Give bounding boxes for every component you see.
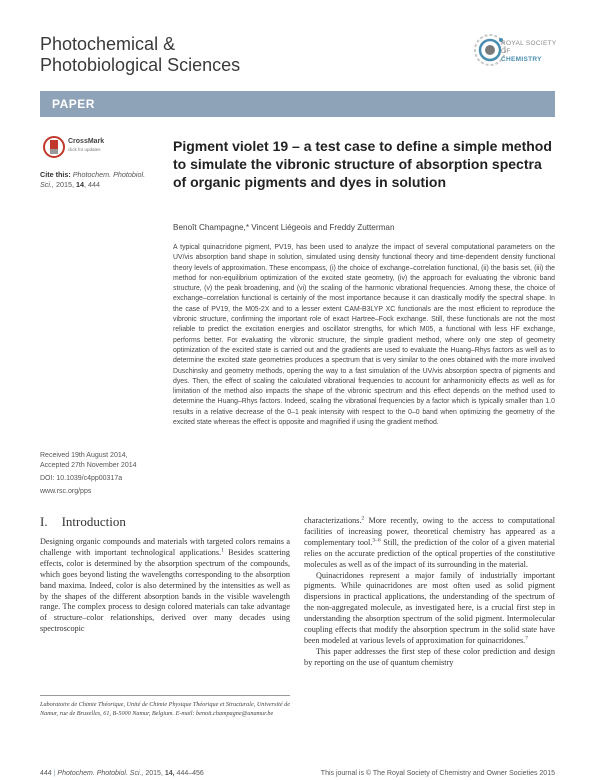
body-column-left — [40, 537, 290, 635]
cite-page: 444 — [87, 180, 100, 189]
footnote-divider — [40, 695, 290, 696]
reference-link[interactable]: 7 — [525, 635, 528, 642]
paper-banner-label: PAPER — [52, 97, 95, 111]
affiliation-footnote: Laboratoire de Chimie Théorique, Unité de Chimie Physique Théorique et Structurale, Université de Namur, rue de Bruxelles, 61, B-5000 Namur, Belgium. E-mail: benoit.champagne@unamur.be — [40, 701, 290, 717]
page-footer-right: This journal is © The Royal Society of Chemistry and Owner Societies 2015 — [320, 770, 555, 777]
paragraph — [40, 537, 290, 635]
text-span: Quinacridones represent a major family of industrially important pigments. While quinacridones are most often used as solid pigment dispersions in practical applications, the understanding of the spectrum of the non-aggregated molecule, as investigated here, is a crucial first step in understanding the absorption spectrum of the solid pigment. Intermolecular coupling effects that modify the absorption spectrum in the solid state have been modeled at various levels of approximation for quinacridones. — [304, 570, 555, 645]
footer-journal: Photochem. Photobiol. Sci., — [57, 770, 144, 777]
cite-year: 2015, — [55, 180, 74, 189]
cite-label: Cite this: — [40, 170, 71, 179]
text-span: More recently, owing to the access to computational facilities of increasing power, theoretical chemistry has appeared as a complementary tool. — [304, 516, 555, 547]
paper-banner — [40, 91, 555, 117]
rsc-logo-line1: ROYAL SOCIETY — [501, 40, 557, 47]
journal-title-line2: Photobiological Sciences — [40, 55, 241, 75]
received-date: Received 19th August 2014, — [40, 452, 128, 459]
text-span: This paper addresses the first step of these color prediction and design by reporting on the use of quantum chemistry — [304, 646, 555, 667]
journal-title — [40, 34, 240, 76]
crossmark-icon — [43, 136, 65, 158]
journal-title-line1: Photochemical & — [40, 34, 176, 54]
accepted-date: Accepted 27th November 2014 — [40, 462, 137, 469]
text-span: characterizations. — [304, 516, 362, 525]
reference-link[interactable]: 1 — [221, 547, 224, 554]
paragraph — [304, 647, 555, 669]
crossmark-label: CrossMark — [68, 138, 105, 145]
crossmark-sublabel: click for updates — [68, 147, 101, 152]
citation-info: Cite this: Photochem. Photobiol. Sci., 2015, 14, 444 — [40, 170, 146, 189]
rsc-logo-line3: CHEMISTRY — [501, 56, 542, 63]
crossmark-badge[interactable] — [43, 136, 115, 158]
article-abstract: A typical quinacridone pigment, PV19, has been used to analyze the impact of several computational parameters on the UV/vis absorption band shape in solution, simulated using density functional theory and time-dependent density functional theory levels of approximation. These encompass, (i) the choice of exchange–correlation functional, (ii) the basis set, (iii) the method for non-equilibrium optimization of the excited state geometry, (iv) the approach for evaluating the vibronic band structure, (v) the peak broadening, and (vi) the scaling of the harmonic vibrational frequencies. Among these, the choice of exchange–correlation functional is certainly of the most importance because it can drastically modify the spectral shape. In the case of PV19, the M05-2X and to a lesser extent CAM-B3LYP XC functionals are the most efficient to reproduce the vibronic structure, confirming the important role of exact Hartree–Fock exchange. Still, these functionals are not the most reliable to predict the excitation energies and oscillator strengths, for which M05, a functional with less HF exchange, performs better. For evaluating the vibronic structure, the simple gradient method, where only one step of geometry optimization of the excited state is carried out and the gradients are used to evaluate the Huang–Rhys factors as well as to determine the excited state geometries produces a spectrum that is very similar to the ones obtained with the more involved Duschinsky and geometry methods, opening the way to a fast simulation of the UV/vis absorption spectra of pigments and dyes. Then, the effect of scaling the calculated vibrational frequencies to account for anharmonicity effects as well as for limitation of the method also impacts the shape of the vibronic spectrum and this effect depends on the method used to determine the Huang–Rhys factors. Indeed, scaling the vibrational frequencies by a factor which is typically smaller than 1.0 results in a relative decrease of the 0–1 peak intensity with respect to the 0–0 band when optimizing the geometry of the excited state whereas the effect is opposite and magnified if using the gradient method. — [173, 244, 555, 427]
article-history — [40, 451, 162, 497]
section-number: I. — [40, 514, 48, 529]
footer-year: 2015, — [145, 770, 163, 777]
footer-volume: 14, — [164, 770, 175, 777]
page-footer-left — [40, 770, 204, 777]
text-span: Designing organic compounds and materials with targeted colors remains a challenge with important technological applications. — [40, 537, 290, 557]
article-authors: Benoît Champagne,* Vincent Liégeois and Freddy Zutterman — [173, 223, 395, 232]
reference-link[interactable]: 3–6 — [372, 537, 381, 544]
cite-volume: 14 — [75, 180, 84, 189]
rsc-logo-line2: OF — [501, 48, 511, 55]
paragraph — [304, 571, 555, 647]
rsc-logo-text — [501, 40, 557, 64]
section-title: Introduction — [61, 514, 126, 529]
cite-journal: Photochem. Photobiol. Sci., — [40, 170, 146, 189]
doi-link[interactable]: DOI: 10.1039/c4pp00317a — [40, 475, 123, 482]
article-title: Pigment violet 19 – a test case to define a simple method to simulate the vibronic structure of absorption spectra of organic pigments and dyes in solution — [173, 138, 552, 190]
body-column-right — [304, 516, 555, 669]
text-span: Besides scattering effects, color is determined by the absorption spectrum of the compounds, which goes beyond listing the wavelengths corresponding to the absorption band maxima. Indeed, color is also determined by the intensities as well as by the shapes of the different absorption bands in the visible wavelength range. The complex process to design colored materials can take advantage of structure–color relationships, derived over many decades using spectroscopic — [40, 547, 290, 634]
paragraph — [304, 516, 555, 571]
section-heading — [40, 514, 126, 530]
text-span: Still, the prediction of the color of a given material relies on the accurate prediction of the optical properties of the constitutive molecules as well as of the impact of its surrounding in the material. — [304, 537, 555, 569]
journal-url-link[interactable]: www.rsc.org/pps — [40, 488, 92, 495]
footer-pages: 444–456 — [176, 770, 204, 777]
page-number: 444 — [40, 770, 52, 777]
reference-link[interactable]: 2 — [361, 515, 365, 522]
footer-separator: | — [53, 770, 56, 777]
